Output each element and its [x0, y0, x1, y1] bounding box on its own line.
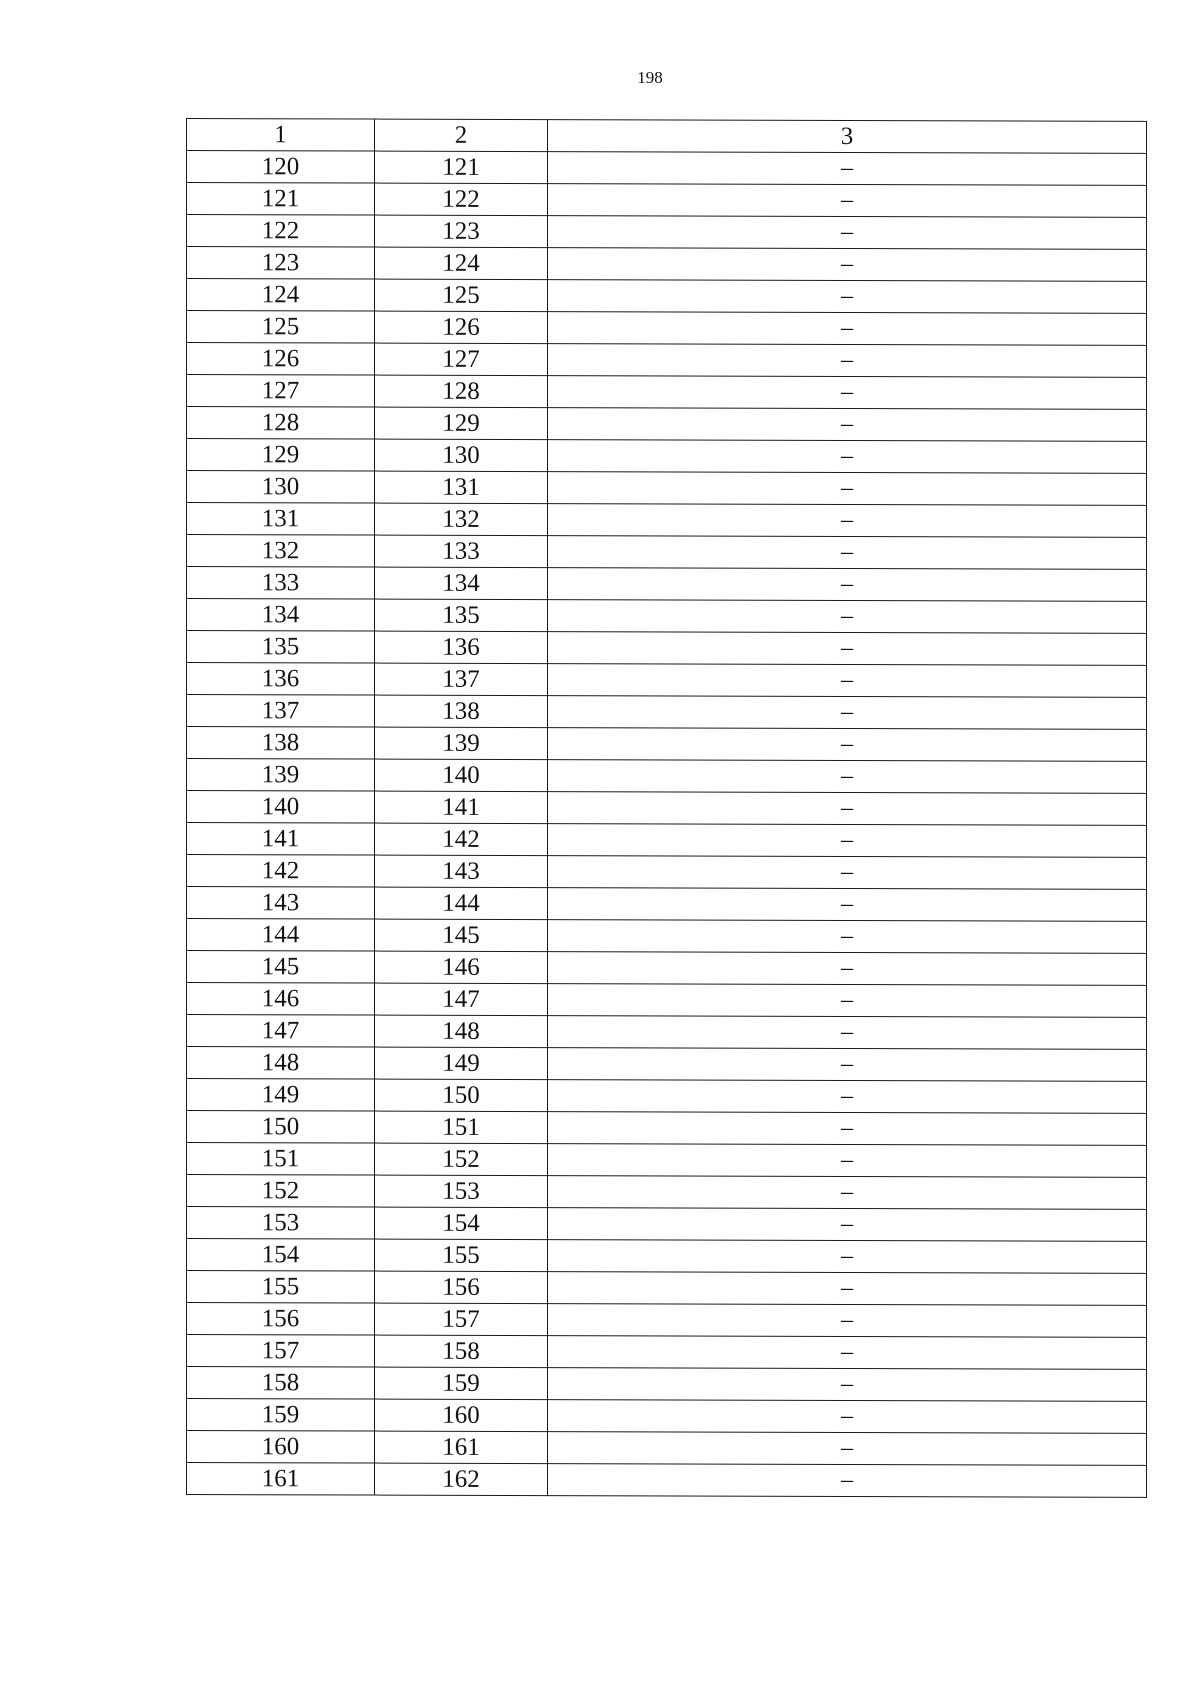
cell-col-1: 131	[187, 503, 375, 536]
table-row	[187, 151, 1147, 186]
cell-col-3: –	[548, 1272, 1147, 1306]
table-row	[187, 1207, 1147, 1242]
cell-col-3: –	[548, 600, 1147, 634]
cell-col-3: –	[548, 632, 1147, 666]
cell-col-2: 150	[375, 1079, 548, 1112]
cell-col-2: 146	[375, 951, 548, 984]
cell-col-3: –	[548, 152, 1147, 186]
cell-col-2: 136	[375, 631, 548, 664]
cell-col-1: 138	[187, 727, 375, 760]
table-body	[187, 151, 1147, 1498]
cell-col-1: 121	[187, 183, 375, 216]
table-row	[187, 951, 1147, 986]
cell-col-1: 148	[187, 1047, 375, 1080]
cell-col-3: –	[548, 1112, 1147, 1146]
cell-col-2: 137	[375, 663, 548, 696]
table-row	[187, 343, 1147, 378]
cell-col-2: 139	[375, 727, 548, 760]
table-row	[187, 695, 1147, 730]
cell-col-1: 149	[187, 1079, 375, 1112]
cell-col-3: –	[548, 1176, 1147, 1210]
cell-col-1: 135	[187, 631, 375, 664]
table-row	[187, 663, 1147, 698]
cell-col-1: 125	[187, 311, 375, 344]
cell-col-1: 144	[187, 919, 375, 952]
cell-col-2: 133	[375, 535, 548, 568]
table-row	[187, 1303, 1147, 1338]
cell-col-1: 141	[187, 823, 375, 856]
cell-col-1: 143	[187, 887, 375, 920]
cell-col-3: –	[548, 1144, 1147, 1178]
column-header: 1	[187, 119, 375, 152]
table-row	[187, 471, 1147, 506]
cell-col-3: –	[548, 952, 1147, 986]
cell-col-1: 122	[187, 215, 375, 248]
cell-col-2: 131	[375, 471, 548, 504]
table-row	[187, 535, 1147, 570]
table-row	[187, 1399, 1147, 1434]
column-header: 3	[548, 120, 1147, 154]
table-row	[187, 215, 1147, 250]
table-row	[187, 1271, 1147, 1306]
cell-col-2: 141	[375, 791, 548, 824]
cell-col-1: 137	[187, 695, 375, 728]
cell-col-3: –	[548, 728, 1147, 762]
cell-col-2: 128	[375, 375, 548, 408]
cell-col-3: –	[548, 1048, 1147, 1082]
cell-col-2: 145	[375, 919, 548, 952]
table-row	[187, 855, 1147, 890]
cell-col-2: 135	[375, 599, 548, 632]
cell-col-3: –	[548, 888, 1147, 922]
cell-col-3: –	[548, 344, 1147, 378]
table-row	[187, 791, 1147, 826]
cell-col-3: –	[548, 856, 1147, 890]
cell-col-1: 133	[187, 567, 375, 600]
cell-col-2: 143	[375, 855, 548, 888]
cell-col-3: –	[548, 248, 1147, 282]
cell-col-3: –	[548, 1464, 1147, 1498]
cell-col-3: –	[548, 216, 1147, 250]
cell-col-1: 130	[187, 471, 375, 504]
table-row	[187, 503, 1147, 538]
cell-col-1: 147	[187, 1015, 375, 1048]
cell-col-1: 156	[187, 1303, 375, 1336]
cell-col-2: 144	[375, 887, 548, 920]
cell-col-3: –	[548, 440, 1147, 474]
cell-col-1: 136	[187, 663, 375, 696]
cell-col-1: 142	[187, 855, 375, 888]
cell-col-3: –	[548, 1080, 1147, 1114]
data-table-container	[186, 118, 1146, 1498]
cell-col-1: 129	[187, 439, 375, 472]
cell-col-2: 134	[375, 567, 548, 600]
cell-col-3: –	[548, 472, 1147, 506]
cell-col-2: 122	[375, 183, 548, 216]
cell-col-2: 162	[375, 1463, 548, 1496]
cell-col-2: 130	[375, 439, 548, 472]
cell-col-3: –	[548, 1432, 1147, 1466]
cell-col-2: 127	[375, 343, 548, 376]
table-row	[187, 1431, 1147, 1466]
table-header-row	[187, 119, 1147, 154]
cell-col-1: 155	[187, 1271, 375, 1304]
table-row	[187, 183, 1147, 218]
cell-col-1: 154	[187, 1239, 375, 1272]
table-row	[187, 1367, 1147, 1402]
cell-col-2: 123	[375, 215, 548, 248]
table-row	[187, 1015, 1147, 1050]
table-row	[187, 407, 1147, 442]
column-header: 2	[375, 119, 548, 152]
cell-col-3: –	[548, 280, 1147, 314]
cell-col-2: 125	[375, 279, 548, 312]
cell-col-3: –	[548, 824, 1147, 858]
cell-col-2: 148	[375, 1015, 548, 1048]
table-row	[187, 599, 1147, 634]
cell-col-2: 126	[375, 311, 548, 344]
cell-col-1: 123	[187, 247, 375, 280]
table-row	[187, 247, 1147, 282]
cell-col-2: 152	[375, 1143, 548, 1176]
table-row	[187, 727, 1147, 762]
cell-col-1: 127	[187, 375, 375, 408]
cell-col-3: –	[548, 1336, 1147, 1370]
cell-col-3: –	[548, 664, 1147, 698]
cell-col-3: –	[548, 376, 1147, 410]
cell-col-1: 140	[187, 791, 375, 824]
table-row	[187, 983, 1147, 1018]
cell-col-3: –	[548, 504, 1147, 538]
table-row	[187, 1175, 1147, 1210]
cell-col-2: 156	[375, 1271, 548, 1304]
table-row	[187, 311, 1147, 346]
cell-col-1: 150	[187, 1111, 375, 1144]
cell-col-1: 157	[187, 1335, 375, 1368]
cell-col-1: 132	[187, 535, 375, 568]
cell-col-2: 161	[375, 1431, 548, 1464]
table-row	[187, 1047, 1147, 1082]
cell-col-2: 138	[375, 695, 548, 728]
data-table	[186, 118, 1147, 1498]
cell-col-3: –	[548, 1208, 1147, 1242]
cell-col-1: 159	[187, 1399, 375, 1432]
cell-col-2: 151	[375, 1111, 548, 1144]
cell-col-1: 128	[187, 407, 375, 440]
cell-col-3: –	[548, 1400, 1147, 1434]
cell-col-2: 154	[375, 1207, 548, 1240]
cell-col-3: –	[548, 792, 1147, 826]
cell-col-3: –	[548, 568, 1147, 602]
cell-col-3: –	[548, 184, 1147, 218]
cell-col-2: 155	[375, 1239, 548, 1272]
cell-col-3: –	[548, 408, 1147, 442]
cell-col-3: –	[548, 1368, 1147, 1402]
table-row	[187, 759, 1147, 794]
cell-col-3: –	[548, 760, 1147, 794]
table-row	[187, 887, 1147, 922]
cell-col-1: 153	[187, 1207, 375, 1240]
cell-col-1: 139	[187, 759, 375, 792]
cell-col-3: –	[548, 312, 1147, 346]
cell-col-2: 121	[375, 151, 548, 184]
cell-col-3: –	[548, 1016, 1147, 1050]
cell-col-1: 161	[187, 1463, 375, 1496]
table-row	[187, 1335, 1147, 1370]
table-row	[187, 1111, 1147, 1146]
cell-col-1: 145	[187, 951, 375, 984]
cell-col-2: 149	[375, 1047, 548, 1080]
cell-col-3: –	[548, 984, 1147, 1018]
table-row	[187, 1463, 1147, 1498]
cell-col-2: 159	[375, 1367, 548, 1400]
cell-col-1: 134	[187, 599, 375, 632]
cell-col-1: 146	[187, 983, 375, 1016]
cell-col-2: 153	[375, 1175, 548, 1208]
table-row	[187, 1239, 1147, 1274]
cell-col-2: 158	[375, 1335, 548, 1368]
table-row	[187, 375, 1147, 410]
cell-col-1: 158	[187, 1367, 375, 1400]
cell-col-3: –	[548, 536, 1147, 570]
table-row	[187, 279, 1147, 314]
cell-col-2: 147	[375, 983, 548, 1016]
cell-col-3: –	[548, 920, 1147, 954]
cell-col-2: 124	[375, 247, 548, 280]
cell-col-3: –	[548, 1304, 1147, 1338]
cell-col-1: 124	[187, 279, 375, 312]
page-number: 198	[637, 68, 663, 87]
cell-col-2: 129	[375, 407, 548, 440]
table-row	[187, 1079, 1147, 1114]
cell-col-2: 160	[375, 1399, 548, 1432]
table-row	[187, 823, 1147, 858]
cell-col-1: 126	[187, 343, 375, 376]
cell-col-2: 157	[375, 1303, 548, 1336]
cell-col-2: 132	[375, 503, 548, 536]
cell-col-3: –	[548, 1240, 1147, 1274]
cell-col-1: 160	[187, 1431, 375, 1464]
cell-col-1: 151	[187, 1143, 375, 1176]
cell-col-2: 142	[375, 823, 548, 856]
table-row	[187, 567, 1147, 602]
cell-col-2: 140	[375, 759, 548, 792]
table-row	[187, 631, 1147, 666]
cell-col-3: –	[548, 696, 1147, 730]
table-row	[187, 1143, 1147, 1178]
cell-col-1: 152	[187, 1175, 375, 1208]
table-row	[187, 439, 1147, 474]
cell-col-1: 120	[187, 151, 375, 184]
table-row	[187, 919, 1147, 954]
